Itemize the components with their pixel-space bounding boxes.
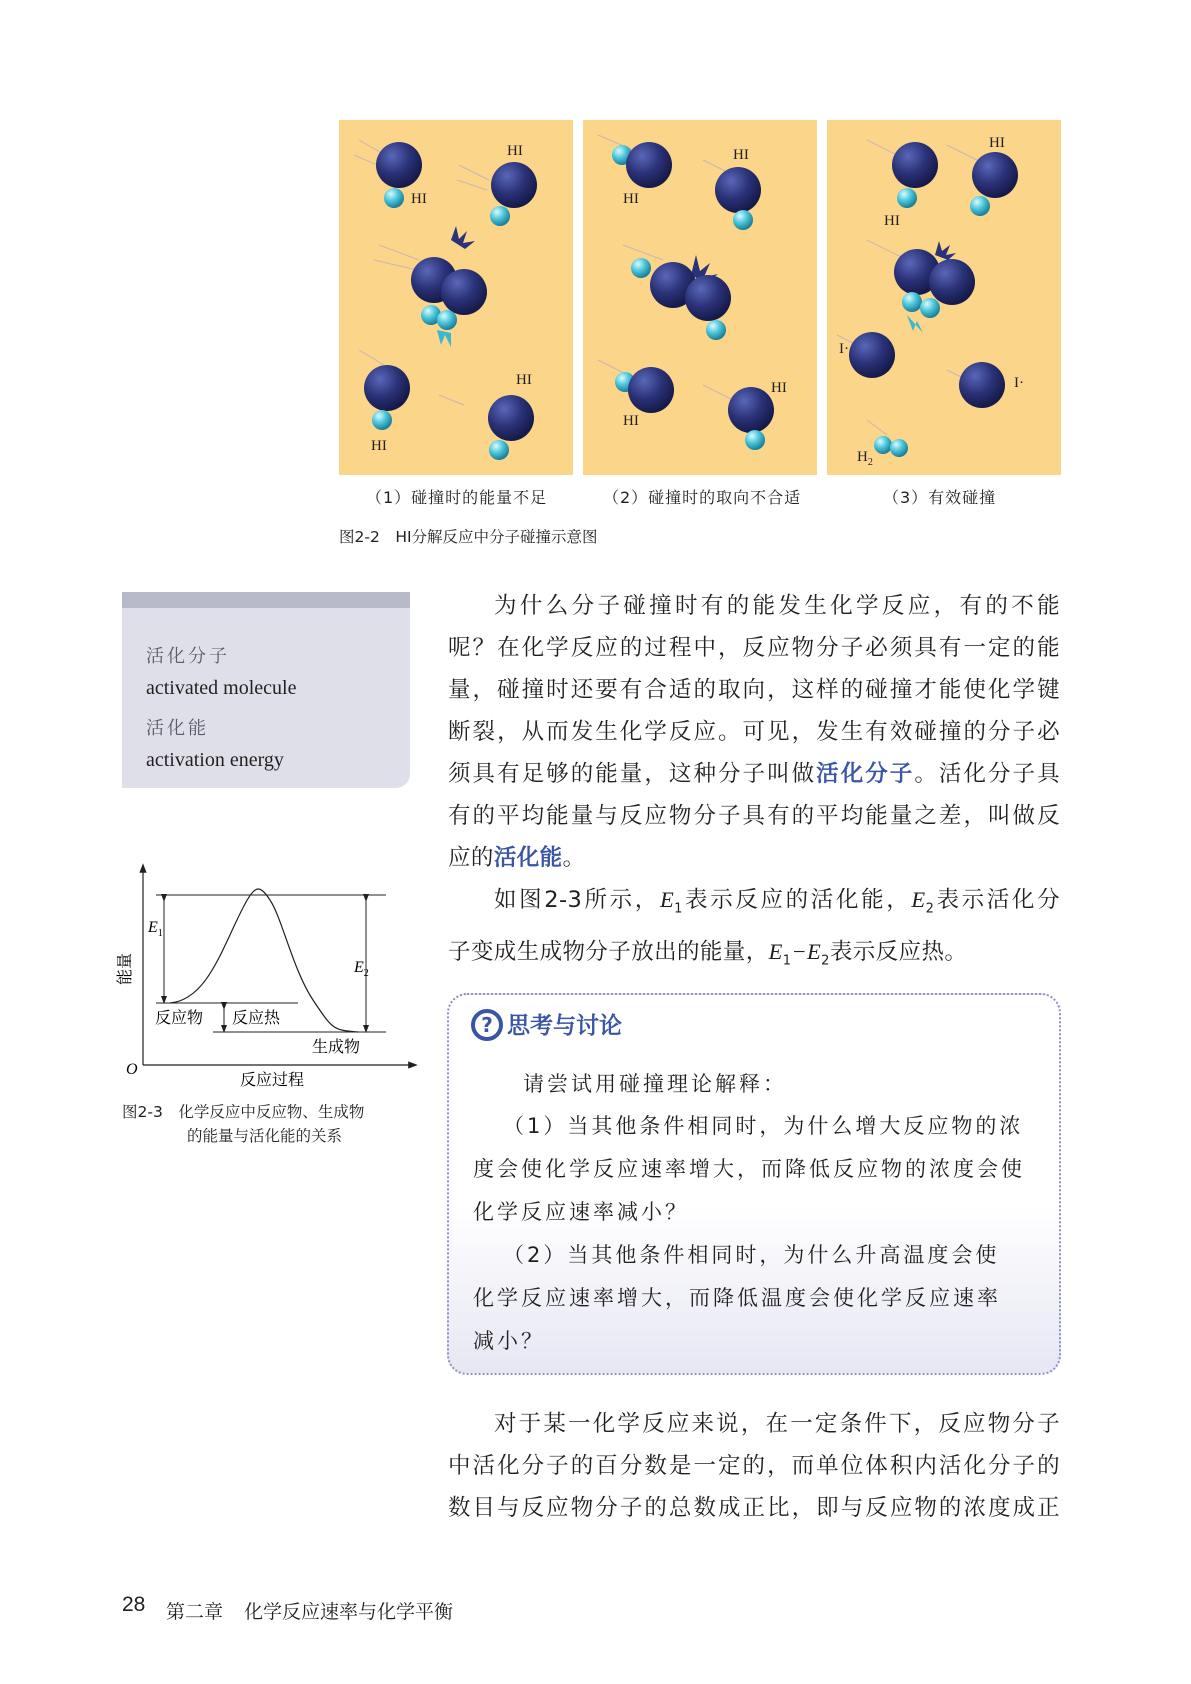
question-2-line: 减小？ — [473, 1329, 545, 1353]
svg-text:HI: HI — [371, 438, 387, 454]
glossary-term-zh: 活化分子 — [146, 646, 230, 667]
subcaption-1: （1）碰撞时的能量不足 — [366, 488, 548, 507]
paragraph-concentration: 对于某一化学反应来说，在一定条件下，反应物分子 中活化分子的百分数是一定的，而单位体积内活化分子的 数目与反应物分子的总数成正比，即与反应物的浓度成正 — [448, 1411, 1060, 1521]
question-1-line: 度会使化学反应速率增大，而降低反应物的浓度会使 — [473, 1157, 1025, 1181]
svg-text:H2: $H_2$ — [857, 449, 873, 468]
question-2-line: （2）当其他条件相同时，为什么升高温度会使 — [503, 1243, 1000, 1267]
glossary-box — [122, 592, 410, 788]
keyword-activated-molecule: 活化分子 — [816, 761, 915, 787]
energy-diagram — [115, 860, 418, 1090]
svg-text:E1: $E_1$ — [148, 919, 163, 939]
subcaption-3: （3）有效碰撞 — [883, 488, 997, 507]
figure-2-3-caption-line1: 图2-3 化学反应中反应物、生成物 — [122, 1103, 365, 1121]
svg-text:E2: $E_2$ — [354, 959, 369, 979]
think-and-discuss-box — [447, 993, 1061, 1375]
svg-text:HI: HI — [411, 191, 427, 207]
figure-panel-wrong-orientation — [583, 120, 817, 475]
keyword-activation-energy: 活化能 — [493, 845, 563, 871]
question-2-line: 化学反应速率增大，而降低温度会使化学反应速率 — [473, 1286, 1001, 1310]
svg-text:HI: HI — [989, 135, 1005, 151]
svg-text:HI: HI — [884, 213, 900, 229]
figure-2-3-caption-line2: 的能量与活化能的关系 — [187, 1127, 343, 1145]
svg-text:I·: I· — [1014, 375, 1024, 391]
svg-text:HI: HI — [771, 380, 787, 396]
figure-2-2-caption: 图2-2 HI分解反应中分子碰撞示意图 — [339, 528, 598, 546]
glossary-term-en: activation energy — [146, 749, 284, 771]
reactant-label: 反应物 — [155, 1008, 204, 1027]
svg-text:HI: HI — [623, 413, 639, 429]
chapter-label: 第二章 — [166, 1601, 224, 1623]
question-icon — [471, 1009, 503, 1041]
page-number: 28 — [122, 1593, 146, 1616]
paragraph-figure-explanation: 如图2-3所示，$E_1$表示反应的活化能，$E_2$表示活化分 子变成生成物分子放出的能量，$E_1-E_2$表示反应热。 — [448, 887, 1060, 968]
chapter-title: 化学反应速率与化学平衡 — [244, 1601, 454, 1623]
glossary-term-en: activated molecule — [146, 677, 297, 699]
think-title: 思考与讨论 — [507, 1013, 622, 1039]
product-label: 生成物 — [312, 1037, 361, 1056]
question-1-line: （1）当其他条件相同时，为什么增大反应物的浓 — [503, 1114, 1024, 1138]
svg-text:HI: HI — [516, 372, 532, 388]
think-intro: 请尝试用碰撞理论解释： — [523, 1072, 787, 1096]
question-1-line: 化学反应速率减小？ — [473, 1200, 689, 1224]
svg-text:HI: HI — [623, 191, 639, 207]
y-axis-label: 能量 — [115, 952, 134, 985]
subcaption-2: （2）碰撞时的取向不合适 — [603, 488, 802, 507]
svg-text:HI: HI — [733, 147, 749, 163]
paragraph-activated-molecule: 为什么分子碰撞时有的能发生化学反应，有的不能 呢？在化学反应的过程中，反应物分子必须具有一定的能 量，碰撞时还要有合适的取向，这样的碰撞才能使化学键 断裂，从而发生化学反应。可见，发生有效碰撞的分子必 须具有足够的能量，这种分子叫做活化分子。活化分子具 有的平均能量与反应物分子具有的平均能量之差，叫做反 应的活化能。 — [448, 593, 1060, 871]
svg-text:HI: HI — [507, 143, 523, 159]
svg-text:I·: I· — [839, 341, 849, 357]
origin-label: O — [126, 1061, 138, 1078]
heat-label: 反应热 — [232, 1008, 281, 1027]
glossary-term-zh: 活化能 — [146, 718, 209, 739]
figure-panel-effective-collision — [827, 120, 1061, 475]
figure-panel-insufficient-energy — [339, 120, 573, 475]
x-axis-label: 反应过程 — [240, 1070, 305, 1089]
svg-text:?: ? — [481, 1013, 493, 1037]
